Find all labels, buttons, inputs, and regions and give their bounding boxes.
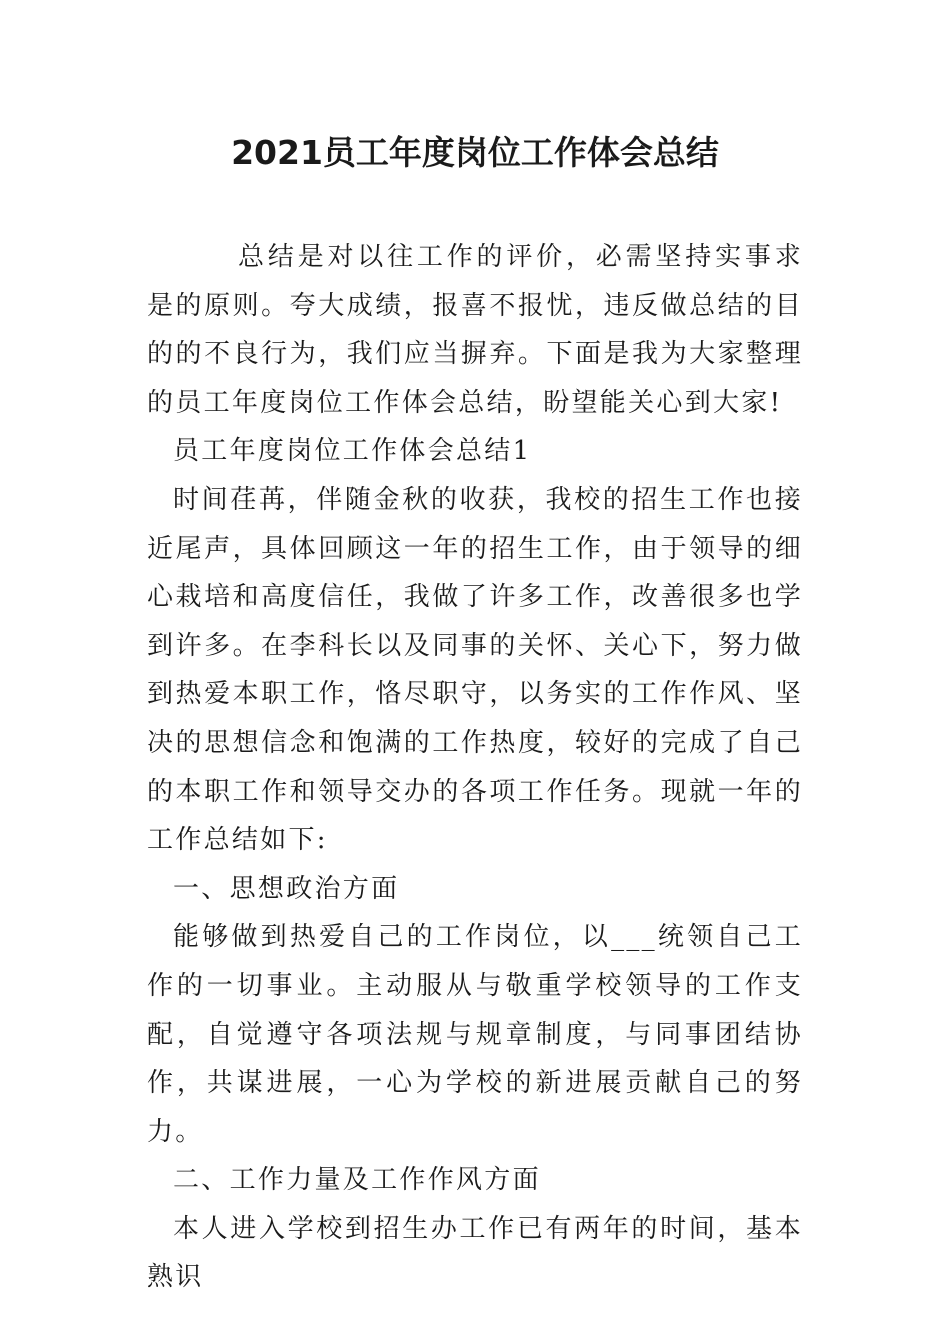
section-heading-summary-1: 员工年度岗位工作体会总结1 xyxy=(173,436,532,467)
document-title: 2021员工年度岗位工作体会总结 xyxy=(231,133,719,172)
section-heading-work-ability: 二、工作力量及工作作风方面 xyxy=(173,1165,541,1196)
body-paragraph-2: 能够做到热爱自己的工作岗位，以___统领自己工作的一切事业。主动服从与敬重学校领导的工作支配，自觉遵守各项法规与规章制度，与同事团结协作，共谋进展，一心为学校的新进展贡献自己的努力。 xyxy=(147,922,803,1147)
body-paragraph-1: 时间荏苒，伴随金秋的收获，我校的招生工作也接近尾声，具体回顾这一年的招生工作，由于领导的细心栽培和高度信任，我做了许多工作，改善很多也学到许多。在李科长以及同事的关怀、关心下，努力做到热爱本职工作，恪尽职守，以务实的工作作风、坚决的思想信念和饱满的工作热度，较好的完成了自己的本职工作和领导交办的各项工作任务。现就一年的工作总结如下: xyxy=(147,484,803,856)
body-paragraph-3: 本人进入学校到招生办工作已有两年的时间，基本熟识 xyxy=(147,1213,803,1293)
intro-paragraph: 总结是对以往工作的评价，必需坚持实事求是的原则。夸大成绩，报喜不报忧，违反做总结的目的的不良行为，我们应当摒弃。下面是我为大家整理的员工年度岗位工作体会总结，盼望能关心到大家! xyxy=(147,242,803,418)
document-body xyxy=(147,233,803,1302)
section-heading-political: 一、思想政治方面 xyxy=(173,873,400,904)
